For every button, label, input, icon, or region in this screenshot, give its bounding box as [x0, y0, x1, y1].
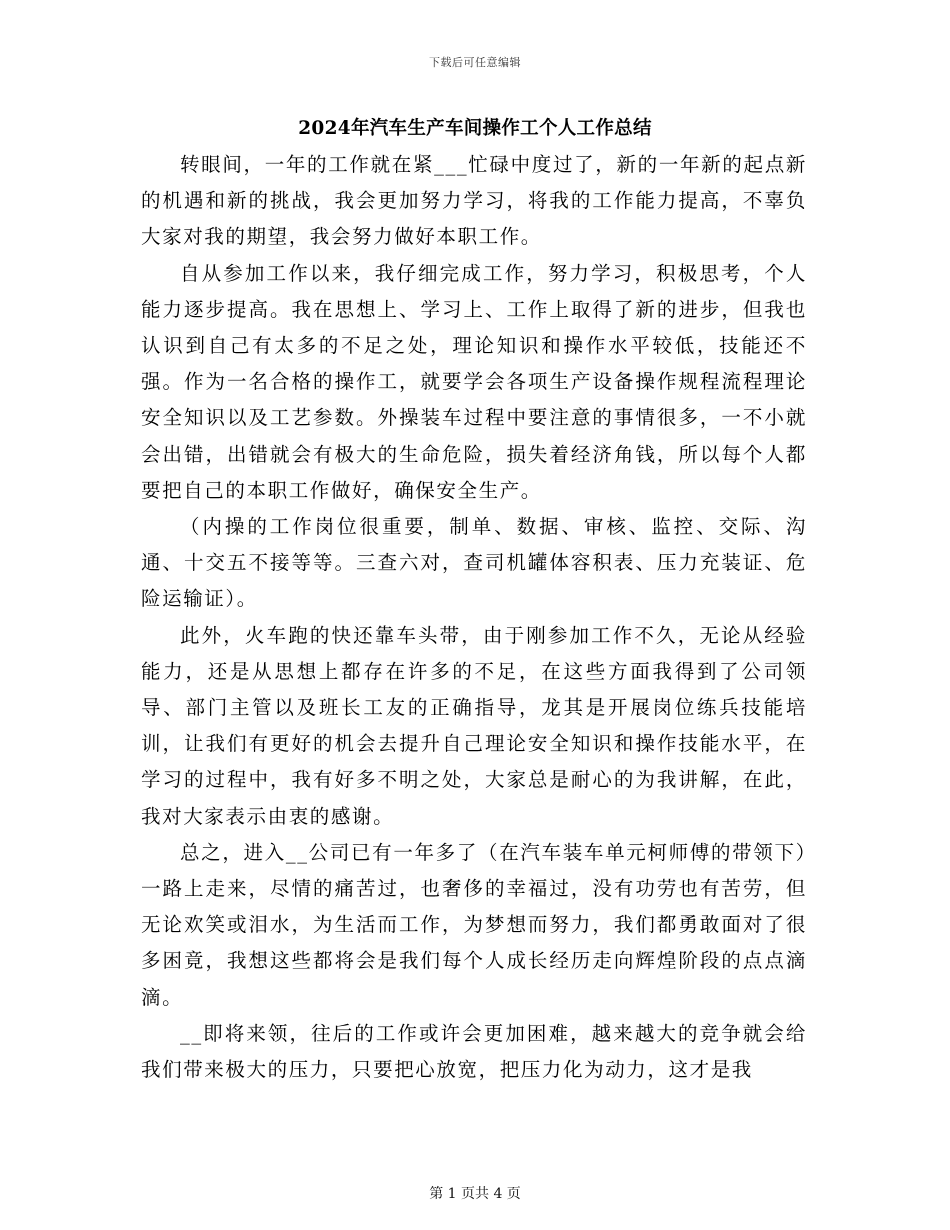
paragraph: 此外，火车跑的快还靠车头带，由于刚参加工作不久，无论从经验能力，还是从思想上都存在许多的不足，在这些方面我得到了公司领导、部门主管以及班长工友的正确指导，龙其是开展岗位练兵技能培训，让我们有更好的机会去提升自己理论安全知识和操作技能水平，在学习的过程中，我有好多不明之处，大家总是耐心的为我讲解，在此，我对大家表示由衷的感谢。	[141, 623, 807, 828]
paragraph: 自从参加工作以来，我仔细完成工作，努力学习，积极思考，个人能力逐步提高。我在思想上、学习上、工作上取得了新的进步，但我也认识到自己有太多的不足之处，理论知识和操作水平较低，技能还不强。作为一名合格的操作工，就要学会各项生产设备操作规程流程理论安全知识以及工艺参数。外操装车过程中要注意的事情很多，一不小就会出错，出错就会有极大的生命危险，损失着经济角钱，所以每个人都要把自己的本职工作做好，确保安全生产。	[141, 261, 807, 502]
document-title: 2024年汽车生产车间操作工个人工作总结	[298, 118, 652, 139]
document-body	[141, 147, 807, 1088]
paragraph: （内操的工作岗位很重要，制单、数据、审核、监控、交际、沟通、十交五不接等等。三查六对，查司机罐体容积表、压力充装证、危险运输证）。	[141, 515, 807, 611]
paragraph: 总之，进入__公司已有一年多了（在汽车装车单元柯师傅的带领下）一路上走来，尽情的痛苦过，也奢侈的幸福过，没有功劳也有苦劳，但无论欢笑或泪水，为生活而工作，为梦想而努力，我们都勇敢面对了很多困竟，我想这些都将会是我们每个人成长经历走向辉煌阶段的点点滴滴。	[141, 840, 807, 1009]
header-note: 下载后可任意编辑	[429, 56, 521, 69]
page-footer: 第 1 页共 4 页	[429, 1186, 521, 1202]
paragraph: __即将来领，往后的工作或许会更加困难，越来越大的竞争就会给我们带来极大的压力，只要把心放宽，把压力化为动力，这才是我	[141, 1021, 807, 1082]
paragraph: 转眼间，一年的工作就在紧___忙碌中度过了，新的一年新的起点新的机遇和新的挑战，我会更加努力学习，将我的工作能力提高，不辜负大家对我的期望，我会努力做好本职工作。	[141, 153, 807, 249]
